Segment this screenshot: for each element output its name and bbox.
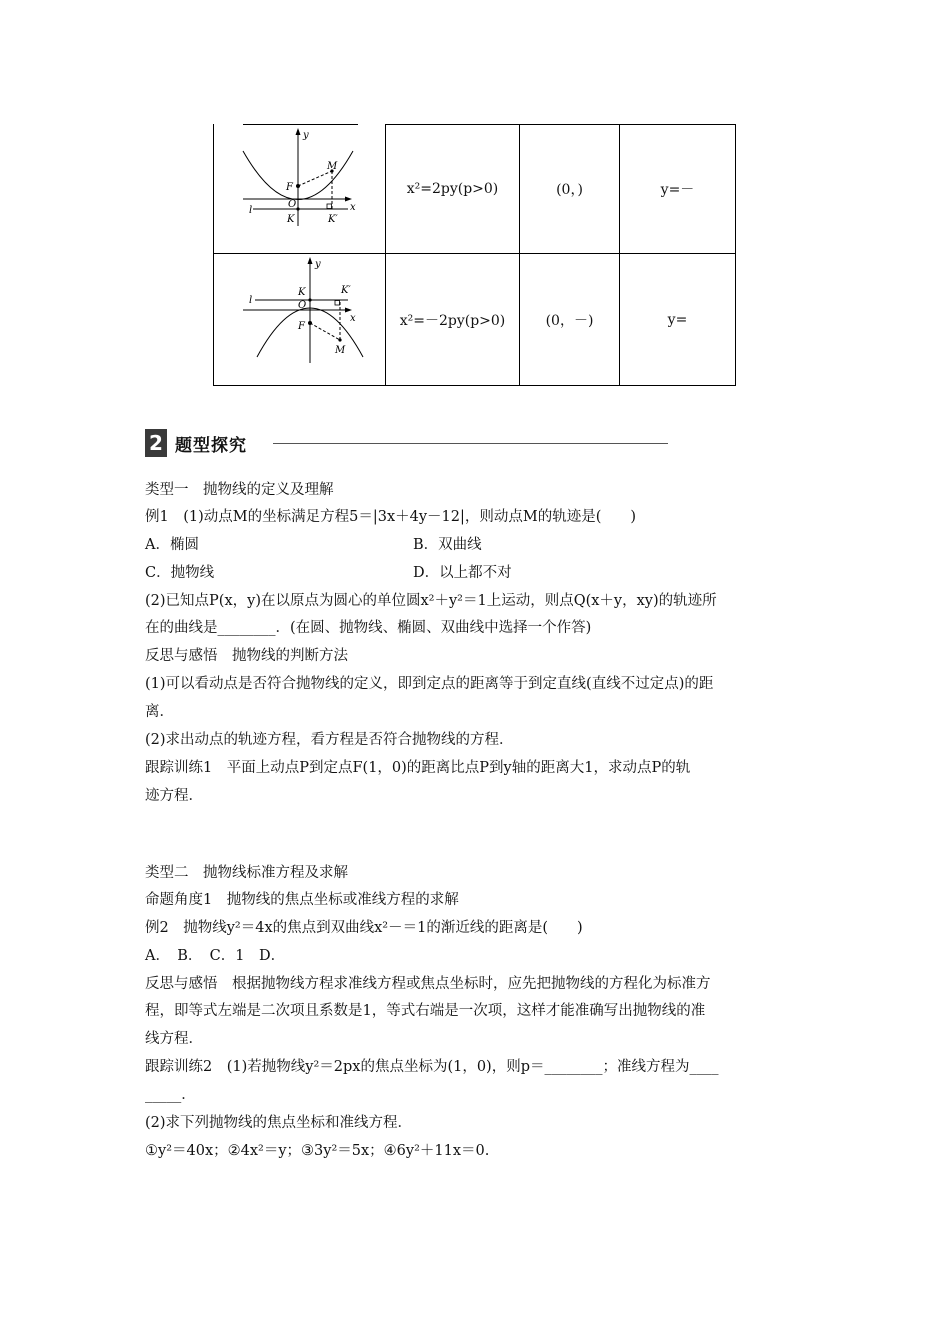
option-c: C．抛物线	[145, 565, 215, 581]
option-d: D．以上都不对	[413, 565, 512, 581]
point-k	[296, 207, 299, 210]
label-m: M	[335, 345, 346, 356]
label-l: l	[249, 295, 253, 306]
label-o: O	[288, 199, 297, 210]
option-b: B．双曲线	[413, 537, 482, 553]
point-k	[308, 298, 311, 301]
focus-point	[308, 321, 312, 325]
downward-parabola-figure	[235, 255, 365, 367]
focus-cell-down: (0，－)	[545, 312, 594, 329]
practice-2-q2: (2)求下列抛物线的焦点坐标和准线方程．	[145, 1115, 413, 1131]
option-a: A．椭圆	[145, 537, 199, 553]
label-f: F	[298, 321, 305, 332]
example-2-question: 例2 抛物线y²＝4x的焦点到双曲线x²－＝1的渐近线的距离是( )	[145, 920, 583, 936]
practice-2-equations: ①y²＝40x；②4x²＝y；③3y²＝5x；④6y²＋11x＝0.	[145, 1143, 490, 1159]
directrix-cell-down: y=	[667, 311, 688, 328]
reflection-2-line1: 反思与感悟 根据抛物线方程求准线方程或焦点坐标时，应先把抛物线的方程化为标准方	[145, 976, 711, 992]
x-axis-arrow	[345, 308, 352, 313]
reflection-heading-1: 反思与感悟 抛物线的判断方法	[145, 648, 348, 664]
label-l: l	[249, 205, 253, 216]
example-1-q1: 例1 (1)动点M的坐标满足方程5＝|3x＋4y－12|，则动点M的轨迹是( )	[145, 509, 637, 525]
section-rule	[273, 443, 668, 444]
x-axis-arrow	[345, 197, 352, 202]
practice-2-line1: 跟踪训练2 (1)若抛物线y²＝2px的焦点坐标为(1，0)，则p＝________；准线方程为____	[145, 1059, 719, 1075]
table-border-top-left	[243, 124, 358, 125]
reflection-2-line3: 线方程．	[145, 1031, 203, 1047]
focus-point	[296, 184, 300, 188]
directrix-cell-up: y=－	[660, 182, 695, 198]
right-angle-mark	[327, 204, 332, 209]
dashed-fm	[298, 171, 332, 186]
label-y: y	[315, 259, 321, 270]
practice-1-line2: 迹方程．	[145, 788, 203, 804]
label-f: F	[286, 182, 293, 193]
reflection-1-point2: (2)求出动点的轨迹方程，看方程是否符合抛物线的方程．	[145, 732, 514, 748]
type-two-heading: 类型二 抛物线标准方程及求解	[145, 865, 348, 881]
table-border-right	[735, 124, 736, 386]
example-2-options: A． B． C．1 D．	[145, 948, 286, 964]
angle-1-heading: 命题角度1 抛物线的焦点坐标或准线方程的求解	[145, 892, 459, 908]
reflection-1-point1-line1: (1)可以看动点是否符合抛物线的定义，即到定点的距离等于到定直线(直线不过定点)的距	[145, 676, 714, 692]
dashed-fm	[310, 323, 340, 340]
example-1-q2-line1: (2)已知点P(x，y)在以原点为圆心的单位圆x²＋y²＝1上运动，则点Q(x＋y，xy)的轨迹所	[145, 593, 717, 609]
table-border-left	[213, 124, 214, 386]
section-header	[145, 429, 525, 457]
section-number: 2	[145, 429, 167, 457]
label-o: O	[298, 300, 307, 311]
y-axis-arrow	[296, 128, 301, 135]
label-x: x	[350, 313, 356, 324]
label-m: M	[327, 161, 338, 172]
table-border-bottom	[213, 385, 736, 386]
right-angle-mark	[335, 301, 340, 306]
parabola-table	[213, 124, 736, 386]
practice-2-line2: _____．	[145, 1087, 196, 1103]
equation-cell-down: x²=－2py(p>0)	[399, 312, 506, 329]
reflection-2-line2: 程，即等式左端是二次项且系数是1，等式右端是一次项，这样才能准确写出抛物线的准	[145, 1003, 706, 1019]
type-one-heading: 类型一 抛物线的定义及理解	[145, 482, 334, 498]
practice-1-line1: 跟踪训练1 平面上动点P到定点F(1，0)的距离比点P到y轴的距离大1，求动点P的轨	[145, 760, 691, 776]
equation-cell-up: x²=2py(p>0)	[406, 181, 499, 197]
example-1-q2-line2: 在的曲线是________．(在圆、抛物线、椭圆、双曲线中选择一个作答)	[145, 620, 592, 636]
reflection-1-point1-line2: 离．	[145, 704, 174, 720]
section-title: 题型探究	[175, 436, 247, 456]
label-k: K	[298, 287, 306, 298]
y-axis-arrow	[308, 257, 313, 264]
label-x: x	[350, 202, 356, 213]
label-y: y	[303, 130, 309, 141]
upward-parabola-figure	[235, 126, 365, 232]
label-k: K	[287, 214, 295, 225]
label-k-prime: K′	[341, 285, 351, 296]
point-m	[338, 338, 341, 341]
focus-cell-up: (0，)	[556, 182, 583, 198]
label-k-prime: K′	[328, 214, 338, 225]
